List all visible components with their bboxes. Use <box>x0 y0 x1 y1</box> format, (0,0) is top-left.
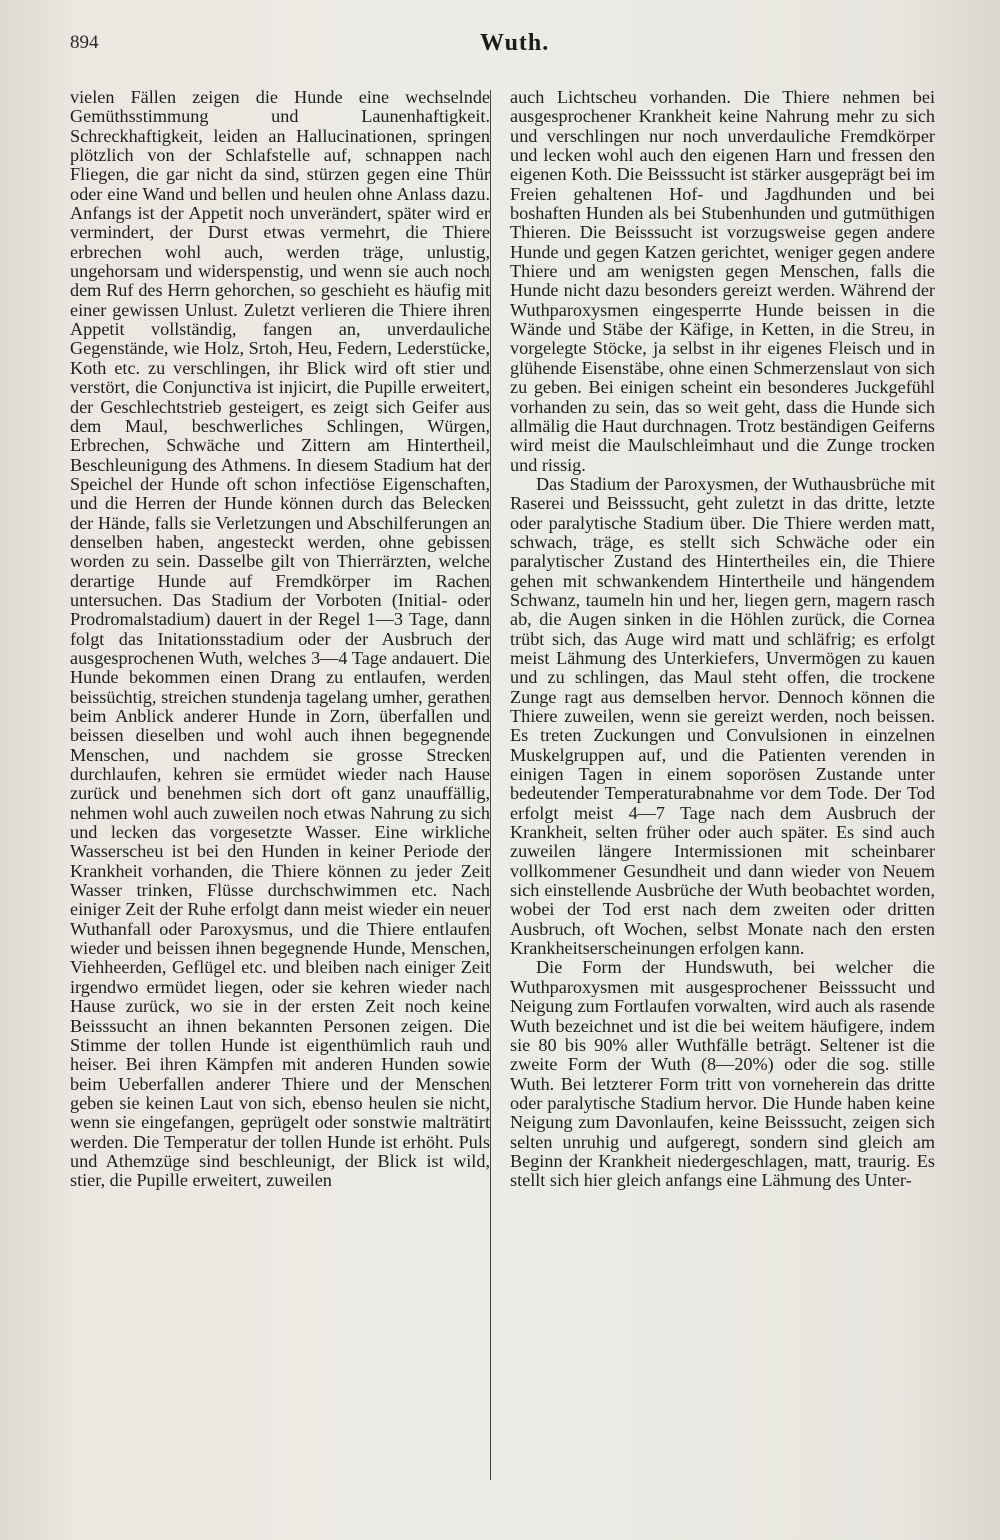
running-title: Wuth. <box>480 30 550 56</box>
left-paragraph-1: vielen Fällen zeigen die Hunde eine wechselnde Gemüthsstimmung und Launenhaftigkeit. Schreckhaftigkeit, leiden an Hallucinationen, springen plötzlich von der Schlafstelle auf, schnappen nach Fliegen, die gar nicht da sind, stürzen gegen eine Thür oder eine Wand und bellen und heulen ohne Anlass dazu. Anfangs ist der Appetit noch unverändert, später wird er vermindert, der Durst etwas vermehrt, die Thiere erbrechen wohl auch, werden träge, unlustig, ungehorsam und widerspenstig, und wenn sie auch noch dem Ruf des Herrn gehorchen, so geschieht es häufig mit einer gewissen Unlust. Zuletzt verlieren die Thiere ihren Appetit vollständig, fangen an, unverdauliche Gegenstände, wie Holz, Srtoh, Heu, Federn, Lederstücke, Koth etc. zu verschlingen, ihr Blick wird oft stier und verstört, die Conjunctiva ist injicirt, die Pupille erweitert, der Geschlechtstrieb gesteigert, es zeigt sich Geifer aus dem Maul, beschwerliches Schlingen, Würgen, Erbrechen, Schwäche und Zittern am Hintertheil, Beschleunigung des Athmens. In diesem Stadium hat der Speichel der Hunde oft schon infectiöse Eigenschaften, und die Herren der Hunde können durch das Belecken der Hände, falls sie Verletzungen und Abschilferungen an denselben haben, angesteckt werden, ohne gebissen worden zu sein. Dasselbe gilt von Thierrärzten, welche derartige Hunde auf Fremdkörper im Rachen untersuchen. Das Stadium der Vorboten (Initial- oder Prodromalstadium) dauert in der Regel 1—3 Tage, dann folgt das Initationsstadium oder der Ausbruch der ausgesprochenen Wuth, welches 3—4 Tage andauert. Die Hunde bekommen einen Drang zu entlaufen, werden beissüchtig, streichen stundenja tagelang umher, gerathen beim Anblick anderer Hunde in Zorn, überfallen und beissen dieselben und wohl auch ihnen begegnende Menschen, und nachdem sie grosse Strecken durchlaufen, kehren sie ermüdet wieder nach Hause zurück und benehmen sich dort oft ganz unauffällig, nehmen wohl auch zuweilen noch etwas Nahrung zu sich und lecken das vorgesetzte Wasser. Eine wirkliche Wasserscheu ist bei den Hunden in keiner Periode der Krankheit vorhanden, die Thiere können zu jeder Zeit Wasser trinken, Flüsse durchschwimmen etc. Nach einiger Zeit der Ruhe erfolgt dann meist wieder ein neuer Wuthanfall oder Paroxysmus, und die Thiere entlaufen wieder und beissen ihnen begegnende Hunde, Menschen, Viehheerden, Geflügel etc. und bleiben nach einiger Zeit irgendwo ermüdet liegen, oder sie kehren wieder nach Hause zurück, wo sie in der ersten Zeit noch keine Beisssucht an ihnen bekannten Personen zeigen. Die Stimme der tollen Hunde ist eigenthümlich rauh und heiser. Bei ihren Kämpfen mit anderen Hunden sowie beim Ueberfallen anderer Thiere und der Menschen geben sie keinen Laut von sich, ebenso heulen sie nicht, wenn sie eingefangen, geprügelt oder sonstwie malträtirt werden. Die Temperatur der tollen Hunde ist erhöht. Puls und Athemzüge sind beschleunigt, der Blick ist wild, stier, die Pupille erweitert, zuweilen <box>70 88 490 1191</box>
page-number: 894 <box>70 32 99 53</box>
right-paragraph-2: Das Stadium der Paroxysmen, der Wuthausbrüche mit Raserei und Beisssucht, geht zuletzt in das dritte, letzte oder paralytische Stadium über. Die Thiere werden matt, schwach, träge, es stellt sich Schwäche oder ein paralytischer Zustand des Hintertheiles ein, die Thiere gehen mit schwankendem Hintertheile und hängendem Schwanz, taumeln hin und her, liegen gern, magern rasch ab, die Augen sinken in die Höhlen zurück, die Cornea trübt sich, das Auge wird matt und schläfrig; es erfolgt meist Lähmung des Unterkiefers, Unvermögen zu kauen und zu schlingen, das Maul steht offen, die trockene Zunge ragt aus demselben hervor. Dennoch können die Thiere zuweilen, wenn sie gereizt werden, noch beissen. Es treten Zuckungen und Convulsionen in einzelnen Muskelgruppen auf, und die Patienten verenden in einigen Tagen in einem soporösen Zustande unter bedeutender Temperaturabnahme vor dem Tode. Der Tod erfolgt meist 4—7 Tage nach dem Ausbruch der Krankheit, selten früher oder auch später. Es sind auch zuweilen längere Intermissionen mit scheinbarer vollkommener Gesundheit und dann wieder von Neuem sich einstellende Ausbrüche der Wuth beobachtet worden, wobei der Tod erst nach dem zweiten oder dritten Ausbruch, oft Wochen, selbst Monate nach den ersten Krankheitserscheinungen erfolgen kann. <box>510 473 935 959</box>
column-divider <box>490 90 491 1480</box>
left-column <box>70 88 490 1498</box>
right-paragraph-1: auch Lichtscheu vorhanden. Die Thiere nehmen bei ausgesprochener Krankheit keine Nahrung mehr zu sich und verschlingen nur noch unverdauliche Fremdkörper und lecken wohl auch den eigenen Harn und fressen den eigenen Koth. Die Beisssucht ist stärker ausgeprägt bei im Freien gehaltenen Hof- und Jagdhunden und bei boshaften Hunden als bei Stubenhunden und gutmüthigen Thieren. Die Beisssucht ist vorzugsweise gegen andere Hunde und gegen Katzen gerichtet, weniger gegen andere Thiere und am wenigsten gegen Menschen, falls die Hunde nicht dazu besonders gereizt werden. Während der Wuthparoxysmen eingesperrte Hunde beissen in die Wände und Stäbe der Käfige, in Ketten, in die Streu, in vorgelegte Stöcke, ja selbst in ihr eigenes Fleisch und in glühende Eisenstäbe, ohne einen Schmerzenslaut von sich zu geben. Bei einigen scheint ein besonderes Juckgefühl vorhanden zu sein, das so weit geht, dass die Hunde sich allmälig die Haut durchnagen. Trotz beständigen Geiferns wird meist die Maulschleimhaut und die Zunge trocken und rissig. <box>510 88 935 475</box>
right-paragraph-3: Die Form der Hundswuth, bei welcher die Wuthparoxysmen mit ausgesprochener Beisssucht und Neigung zum Fortlaufen vorwalten, wird auch als rasende Wuth bezeichnet und ist die bei weitem häufigere, indem sie 80 bis 90% aller Wuthfälle beträgt. Seltener ist die zweite Form der Wuth (8—20%) oder die sog. stille Wuth. Bei letzterer Form tritt von vorneherein das dritte oder paralytische Stadium hervor. Die Hunde haben keine Neigung zum Davonlaufen, keine Beisssucht, zeigen sich selten unruhig und aufgeregt, sondern sind gleich am Beginn der Krankheit niedergeschlagen, matt, traurig. Es stellt sich hier gleich anfangs eine Lähmung des Unter- <box>510 957 935 1191</box>
right-column <box>510 88 935 1498</box>
